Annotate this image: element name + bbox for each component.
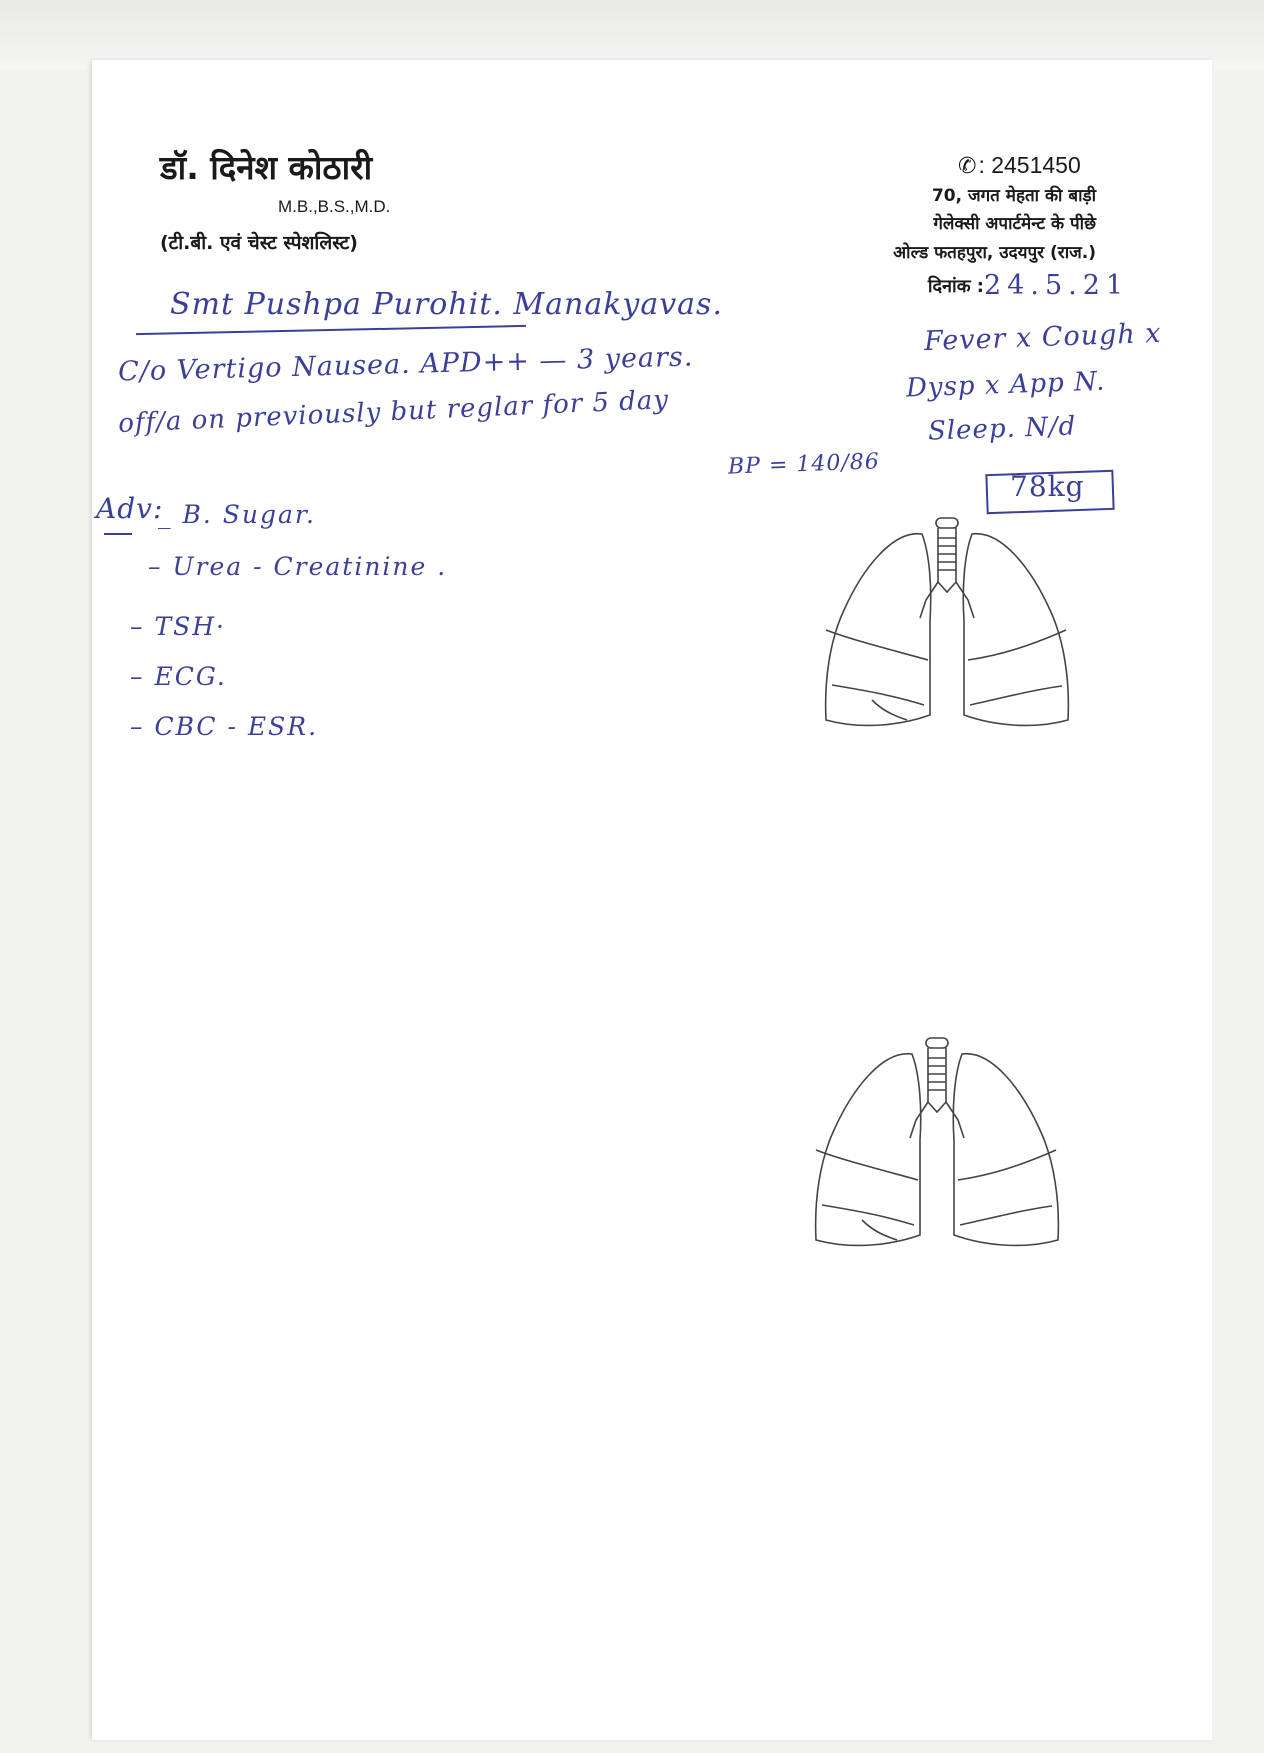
doctor-degrees: M.B.,B.S.,M.D. [278,197,391,216]
symptoms-line-2: Dysp x App N. [905,366,1106,404]
complaint-line-2: off/a on previously but reglar for 5 day [117,384,670,440]
complaint-line-1: C/o Vertigo Nausea. APD++ — 3 years. [117,341,694,388]
address-line-3: ओल्ड फतहपुरा, उदयपुर (राज.) [893,243,1096,263]
address-line-1: 70, जगत मेहता की बाड़ी [931,186,1096,206]
blood-pressure: BP = 140/86 [727,449,881,480]
address-line-2: गेलेक्सी अपार्टमेन्ट के पीछे [933,214,1096,234]
investigation-item: – Urea - Creatinine . [148,552,448,581]
advice-underline [104,533,132,535]
investigation-item: – CBC - ESR. [130,712,319,741]
advice-label: Adv: [96,492,164,525]
phone-number-line [958,152,1081,179]
symptoms-line-3: Sleep. N/d [927,411,1077,447]
prescription-date: 24.5.21 [984,270,1130,301]
patient-name: Smt Pushpa Purohit. Manakyavas. [170,287,723,322]
phone-circle-icon: ✆ [958,153,977,178]
lungs-diagram-icon [812,510,1082,735]
doctor-name: डॉ. दिनेश कोठारी [160,148,373,187]
lungs-diagram-icon [802,1030,1072,1255]
phone-number: : 2451450 [978,152,1081,178]
investigation-item: – TSH· [130,612,226,641]
date-label: दिनांक : [927,276,984,297]
symptoms-line-1: Fever x Cough x [923,317,1163,358]
doctor-specialty: (टी.बी. एवं चेस्ट स्पेशलिस्ट) [160,232,358,254]
weight-value: 78kg [1010,470,1085,503]
investigation-item: _ B. Sugar. [158,500,316,529]
investigation-item: – ECG. [130,662,227,691]
